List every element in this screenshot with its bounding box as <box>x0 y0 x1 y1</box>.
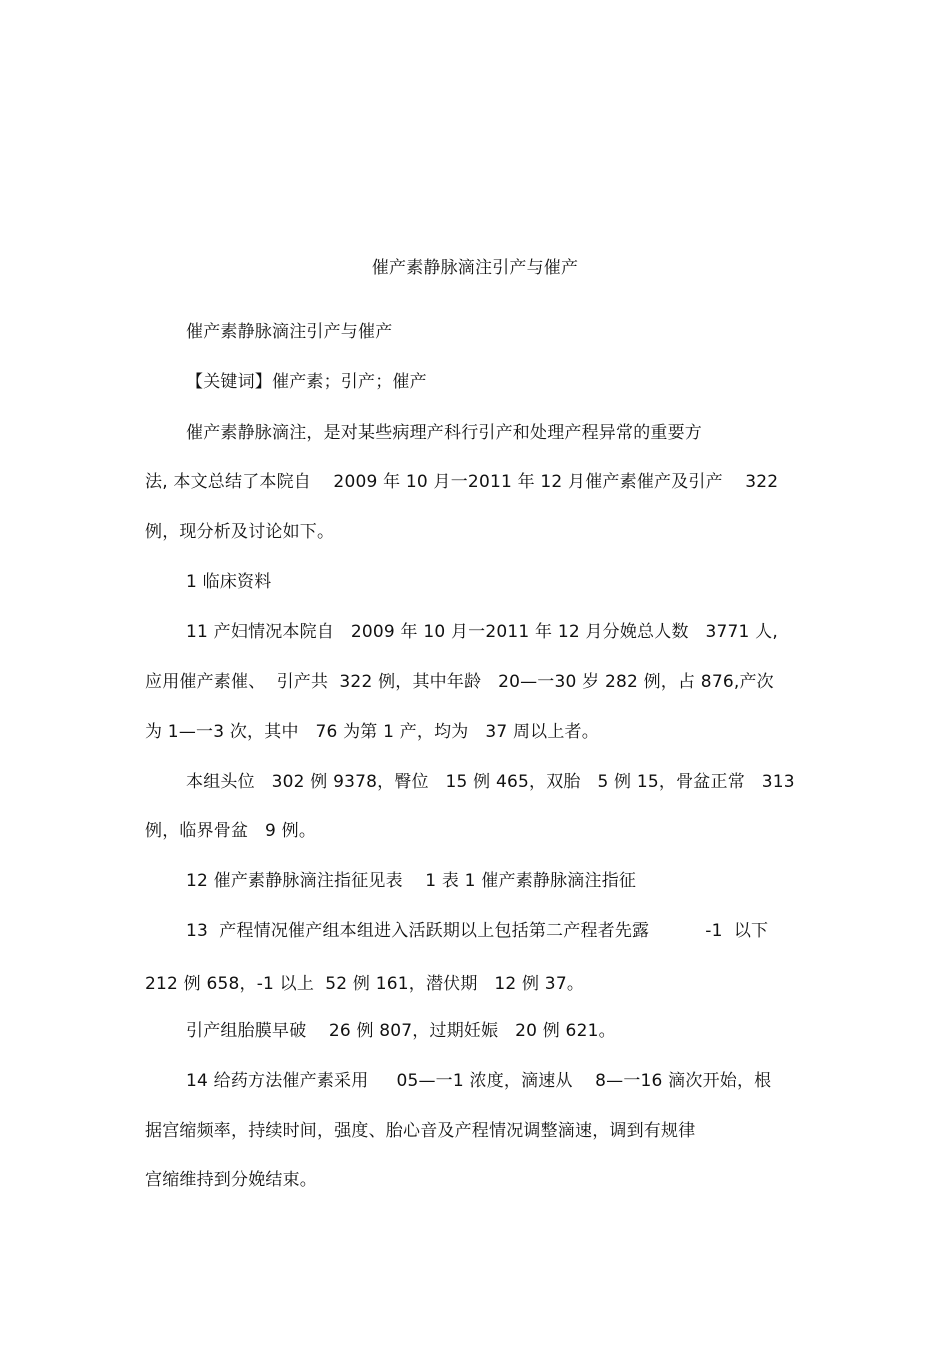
s14-line-3: 宫缩维持到分娩结束。 <box>145 1170 317 1190</box>
s12-line: 12 催产素静脉滴注指征见表 1 表 1 催产素静脉滴注指征 <box>186 871 637 891</box>
s11b-line-2: 例，临界骨盆 9 例。 <box>145 821 317 841</box>
s13-line-2: 212 例 658，-1 以上 52 例 161，潜伏期 12 例 37。 <box>145 974 585 994</box>
article-subtitle: 催产素静脉滴注引产与催产 <box>186 322 393 342</box>
s14-line-2: 据宫缩频率，持续时间，强度、胎心音及产程情况调整滴速，调到有规律 <box>145 1121 696 1141</box>
s11-line-2: 应用催产素催、 引产共 322 例，其中年龄 20—一30 岁 282 例，占 876,产次 <box>145 672 774 692</box>
intro-line-2: 法, 本文总结了本院自 2009 年 10 月一2011 年 12 月催产素催产及引产 322 <box>145 472 779 492</box>
s11b-line-1: 本组头位 302 例 9378，臀位 15 例 465，双胎 5 例 15，骨盆正常 313 <box>186 772 795 792</box>
s13-line-1: 13 产程情况催产组本组进入活跃期以上包括第二产程者先露 -1 以下 <box>186 921 769 941</box>
keywords-line: 【关键词】催产素；引产；催产 <box>186 372 427 392</box>
page-title: 催产素静脉滴注引产与催产 <box>371 258 579 278</box>
intro-line-1: 催产素静脉滴注，是对某些病理产科行引产和处理产程异常的重要方 <box>186 423 702 443</box>
s11-line-3: 为 1—一3 次，其中 76 为第 1 产，均为 37 周以上者。 <box>145 722 599 742</box>
s11-line-1: 11 产妇情况本院自 2009 年 10 月一2011 年 12 月分娩总人数 3771 人, <box>186 622 778 642</box>
s14-line-1: 14 给药方法催产素采用 05—一1 浓度，滴速从 8—一16 滴次开始，根 <box>186 1071 772 1091</box>
intro-line-3: 例，现分析及讨论如下。 <box>145 522 335 542</box>
s13b-line: 引产组胎膜早破 26 例 807，过期妊娠 20 例 621。 <box>186 1021 616 1041</box>
section-heading: 1 临床资料 <box>186 572 272 592</box>
